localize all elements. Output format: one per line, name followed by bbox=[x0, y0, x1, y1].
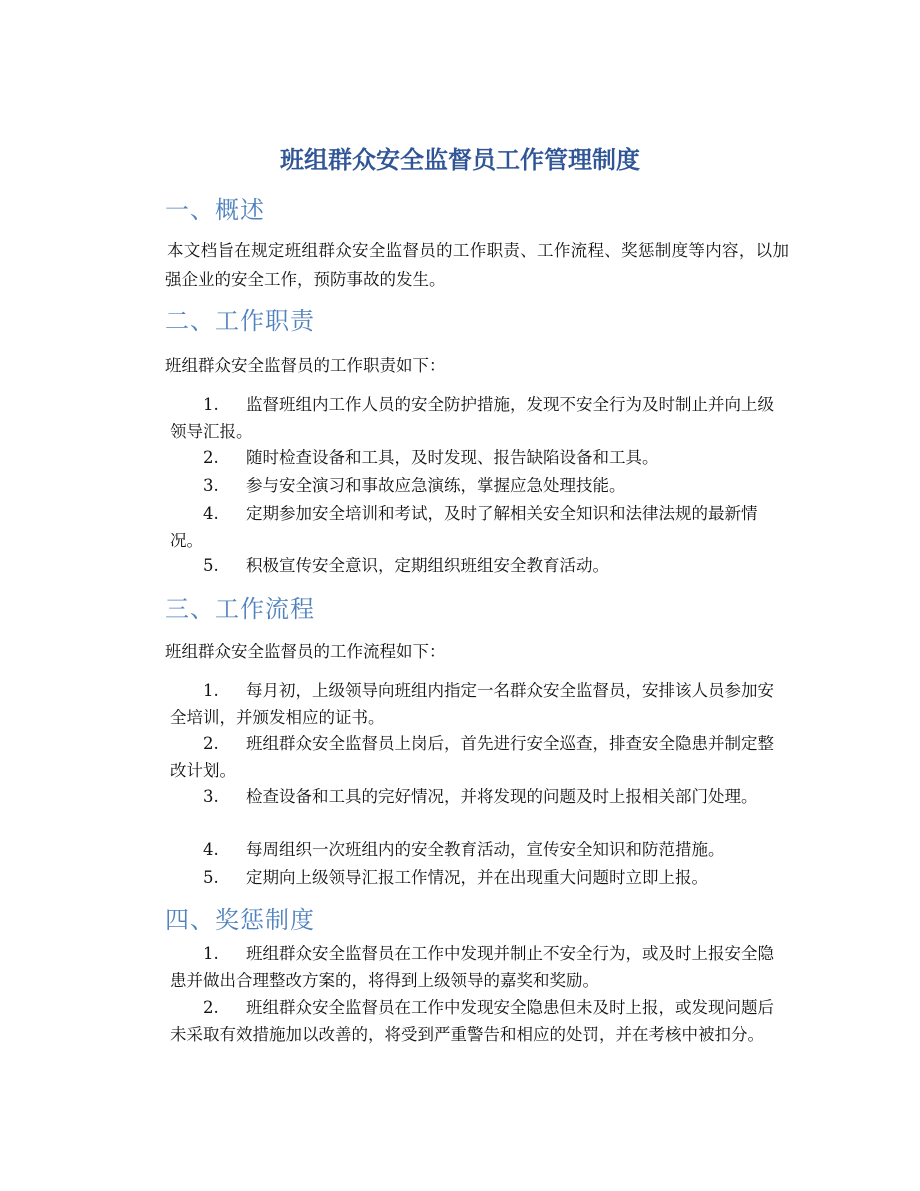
list-number: 2. bbox=[203, 448, 219, 467]
list-text: 定期向上级领导汇报工作情况，并在出现重大问题时立即上报。 bbox=[246, 868, 708, 887]
list-text: 班组群众安全监督员在工作中发现并制止不安全行为，或及时上报安全隐患并做出合理整改方案的，将得到上级领导的嘉奖和奖励。 bbox=[170, 944, 774, 990]
list-text: 监督班组内工作人员的安全防护措施，发现不安全行为及时制止并向上级领导汇报。 bbox=[170, 395, 774, 441]
section-heading-overview: 一、概述 bbox=[165, 196, 265, 224]
list-number: 1. bbox=[203, 395, 219, 414]
list-number: 3. bbox=[203, 476, 219, 495]
list-text: 每月初，上级领导向班组内指定一名群众安全监督员，安排该人员参加安全培训，并颁发相应的证书。 bbox=[170, 681, 774, 727]
list-item bbox=[170, 500, 790, 554]
workflow-intro: 班组群众安全监督员的工作流程如下： bbox=[165, 642, 446, 661]
section-heading-workflow: 三、工作流程 bbox=[165, 595, 315, 623]
list-item bbox=[170, 730, 790, 784]
list-number: 1. bbox=[203, 944, 219, 963]
list-number: 5. bbox=[203, 556, 219, 575]
list-text: 参与安全演习和事故应急演练，掌握应急处理技能。 bbox=[246, 476, 626, 495]
list-item bbox=[170, 783, 790, 810]
list-text: 班组群众安全监督员在工作中发现安全隐患但未及时上报，或发现问题后未采取有效措施加以改善的，将受到严重警告和相应的处罚，并在考核中被扣分。 bbox=[170, 998, 774, 1044]
list-number: 4. bbox=[203, 504, 219, 523]
list-item bbox=[170, 444, 790, 471]
section-heading-duties: 二、工作职责 bbox=[165, 307, 315, 335]
document-title: 班组群众安全监督员工作管理制度 bbox=[280, 146, 640, 174]
list-item bbox=[170, 864, 790, 891]
list-number: 4. bbox=[203, 840, 219, 859]
list-number: 5. bbox=[203, 868, 219, 887]
overview-paragraph: 本文档旨在规定班组群众安全监督员的工作职责、工作流程、奖惩制度等内容，以加强企业的安全工作，预防事故的发生。 bbox=[165, 241, 789, 289]
list-number: 1. bbox=[203, 681, 219, 700]
list-text: 每周组织一次班组内的安全教育活动，宣传安全知识和防范措施。 bbox=[246, 840, 725, 859]
list-item bbox=[170, 836, 790, 863]
list-text: 积极宣传安全意识，定期组织班组安全教育活动。 bbox=[246, 556, 609, 575]
list-text: 定期参加安全培训和考试，及时了解相关安全知识和法律法规的最新情况。 bbox=[170, 504, 758, 550]
list-item bbox=[170, 472, 790, 499]
list-text: 班组群众安全监督员上岗后，首先进行安全巡查，排查安全隐患并制定整改计划。 bbox=[170, 734, 774, 780]
list-text: 检查设备和工具的完好情况，并将发现的问题及时上报相关部门处理。 bbox=[246, 787, 758, 806]
list-number: 3. bbox=[203, 787, 219, 806]
list-item bbox=[170, 552, 790, 579]
list-text: 随时检查设备和工具，及时发现、报告缺陷设备和工具。 bbox=[246, 448, 659, 467]
list-item bbox=[170, 994, 790, 1048]
list-item bbox=[170, 677, 790, 731]
list-item bbox=[170, 940, 790, 994]
list-number: 2. bbox=[203, 734, 219, 753]
section-heading-rewards-penalties: 四、奖惩制度 bbox=[165, 906, 315, 934]
list-item bbox=[170, 391, 790, 445]
list-number: 2. bbox=[203, 998, 219, 1017]
duties-intro: 班组群众安全监督员的工作职责如下： bbox=[165, 356, 446, 375]
